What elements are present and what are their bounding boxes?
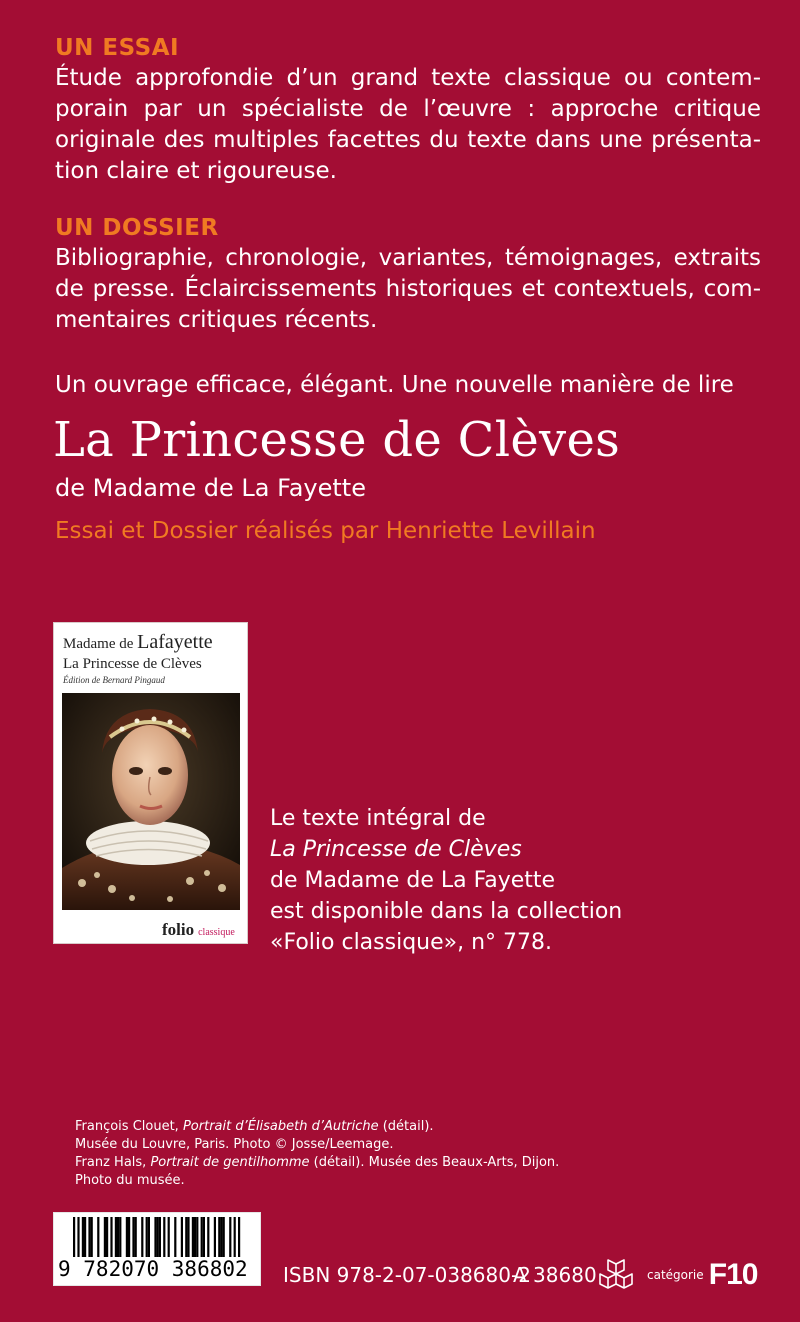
barcode-bar <box>194 1217 196 1257</box>
availability-line: est disponible dans la collection <box>270 899 623 924</box>
barcode-bar <box>187 1217 189 1257</box>
availability-line: Le texte intégral de <box>270 806 486 831</box>
credit-text: (détail). <box>378 1119 434 1134</box>
barcode-bar <box>207 1217 209 1257</box>
barcode-bar <box>135 1217 137 1257</box>
barcode-bar <box>196 1217 198 1257</box>
essai-line: tion claire et rigoureuse. <box>55 158 337 184</box>
barcode-bar <box>119 1217 121 1257</box>
credit-line <box>75 1154 559 1172</box>
credit-line <box>75 1118 559 1136</box>
barcode-digits: 9 782070 386802 <box>58 1257 248 1281</box>
barcode-bar <box>214 1217 216 1257</box>
barcode-bar <box>84 1217 86 1257</box>
essai-line: porain par un spécialiste de l’œuvre : approche critique <box>55 96 761 122</box>
barcode <box>53 1212 261 1286</box>
cover-author-name: Lafayette <box>137 631 213 653</box>
barcode-bar <box>117 1217 119 1257</box>
barcode-bar <box>223 1217 225 1257</box>
barcode-bar <box>185 1217 187 1257</box>
cover-title: La Princesse de Clèves <box>63 656 202 672</box>
barcode-bar <box>104 1217 106 1257</box>
availability-line: «Folio classique», n° 778. <box>270 930 553 955</box>
barcode-bar <box>97 1217 99 1257</box>
barcode-bar <box>234 1217 236 1257</box>
cover-author <box>63 631 213 654</box>
barcode-bar <box>154 1217 156 1257</box>
dossier-text <box>55 243 761 336</box>
barcode-bar <box>201 1217 203 1257</box>
availability-line: de Madame de La Fayette <box>270 868 556 893</box>
category-label: catégorie <box>647 1268 704 1282</box>
barcode-bar <box>106 1217 108 1257</box>
barcode-bar <box>174 1217 176 1257</box>
barcode-bars <box>55 1215 261 1259</box>
barcode-bar <box>148 1217 150 1257</box>
tagline: Un ouvrage efficace, élégant. Une nouvelle manière de lire <box>55 372 734 398</box>
book-title: La Princesse de Clèves <box>53 412 621 468</box>
barcode-bar <box>218 1217 220 1257</box>
folio-emblem-icon <box>596 1256 636 1290</box>
barcode-bar <box>203 1217 205 1257</box>
credit-work: Portrait de gentilhomme <box>150 1155 310 1170</box>
folio-logo-sub: classique <box>198 927 235 938</box>
essai-text <box>55 63 761 187</box>
photo-credits <box>75 1118 559 1190</box>
barcode-bar <box>229 1217 231 1257</box>
barcode-bar <box>73 1217 75 1257</box>
category <box>647 1258 757 1292</box>
availability-title: La Princesse de Clèves <box>270 837 522 862</box>
portrait-painting <box>62 693 240 910</box>
credit-text: François Clouet, <box>75 1119 183 1134</box>
credit-work: Portrait d’Élisabeth d’Autriche <box>182 1119 379 1134</box>
barcode-bar <box>238 1217 240 1257</box>
barcode-bar <box>110 1217 112 1257</box>
dossier-heading: UN DOSSIER <box>55 215 219 241</box>
credit-text: (détail). Musée des Beaux-Arts, Dijon. <box>309 1155 560 1170</box>
barcode-bar <box>77 1217 79 1257</box>
essai-line: Étude approfondie d’un grand texte classique ou contem- <box>55 65 761 91</box>
dossier-line: mentaires critiques récents. <box>55 307 378 333</box>
category-value: F10 <box>708 1258 758 1291</box>
barcode-bar <box>91 1217 93 1257</box>
barcode-bar <box>132 1217 134 1257</box>
essai-heading: UN ESSAI <box>55 35 180 61</box>
isbn: ISBN 978-2-07-038680-2 <box>283 1263 531 1287</box>
barcode-bar <box>159 1217 161 1257</box>
credit-text: Franz Hals, <box>75 1155 151 1170</box>
barcode-bar <box>141 1217 143 1257</box>
barcode-bar <box>163 1217 165 1257</box>
barcode-bar <box>192 1217 194 1257</box>
barcode-bar <box>157 1217 159 1257</box>
barcode-bar <box>126 1217 128 1257</box>
barcode-bar <box>115 1217 117 1257</box>
cover-edition: Édition de Bernard Pingaud <box>63 675 165 685</box>
availability-note <box>270 803 622 958</box>
book-author: de Madame de La Fayette <box>55 474 366 502</box>
essai-line: originale des multiples facettes du texte dans une présenta- <box>55 127 761 153</box>
barcode-bar <box>181 1217 183 1257</box>
barcode-bar <box>128 1217 130 1257</box>
credit-line: Musée du Louvre, Paris. Photo © Josse/Leemage. <box>75 1137 394 1152</box>
portrait-image <box>62 693 240 910</box>
barcode-bar <box>82 1217 84 1257</box>
folio-logo <box>162 920 235 940</box>
barcode-bar <box>168 1217 170 1257</box>
dossier-section <box>55 213 761 336</box>
essai-section <box>55 33 761 187</box>
folio-cover-thumbnail <box>53 622 248 944</box>
barcode-bar <box>88 1217 90 1257</box>
barcode-bar <box>146 1217 148 1257</box>
cover-author-prefix: Madame de <box>63 636 134 652</box>
dossier-line: Bibliographie, chronologie, variantes, témoignages, extraits <box>55 245 761 271</box>
barcode-bar <box>220 1217 222 1257</box>
folio-logo-main: folio <box>162 920 195 939</box>
price-code: A 38680 <box>513 1263 597 1287</box>
credit-line: Photo du musée. <box>75 1173 185 1188</box>
essay-credit: Essai et Dossier réalisés par Henriette Levillain <box>55 518 596 544</box>
dossier-line: de presse. Éclaircissements historiques et contextuels, com- <box>55 276 761 302</box>
